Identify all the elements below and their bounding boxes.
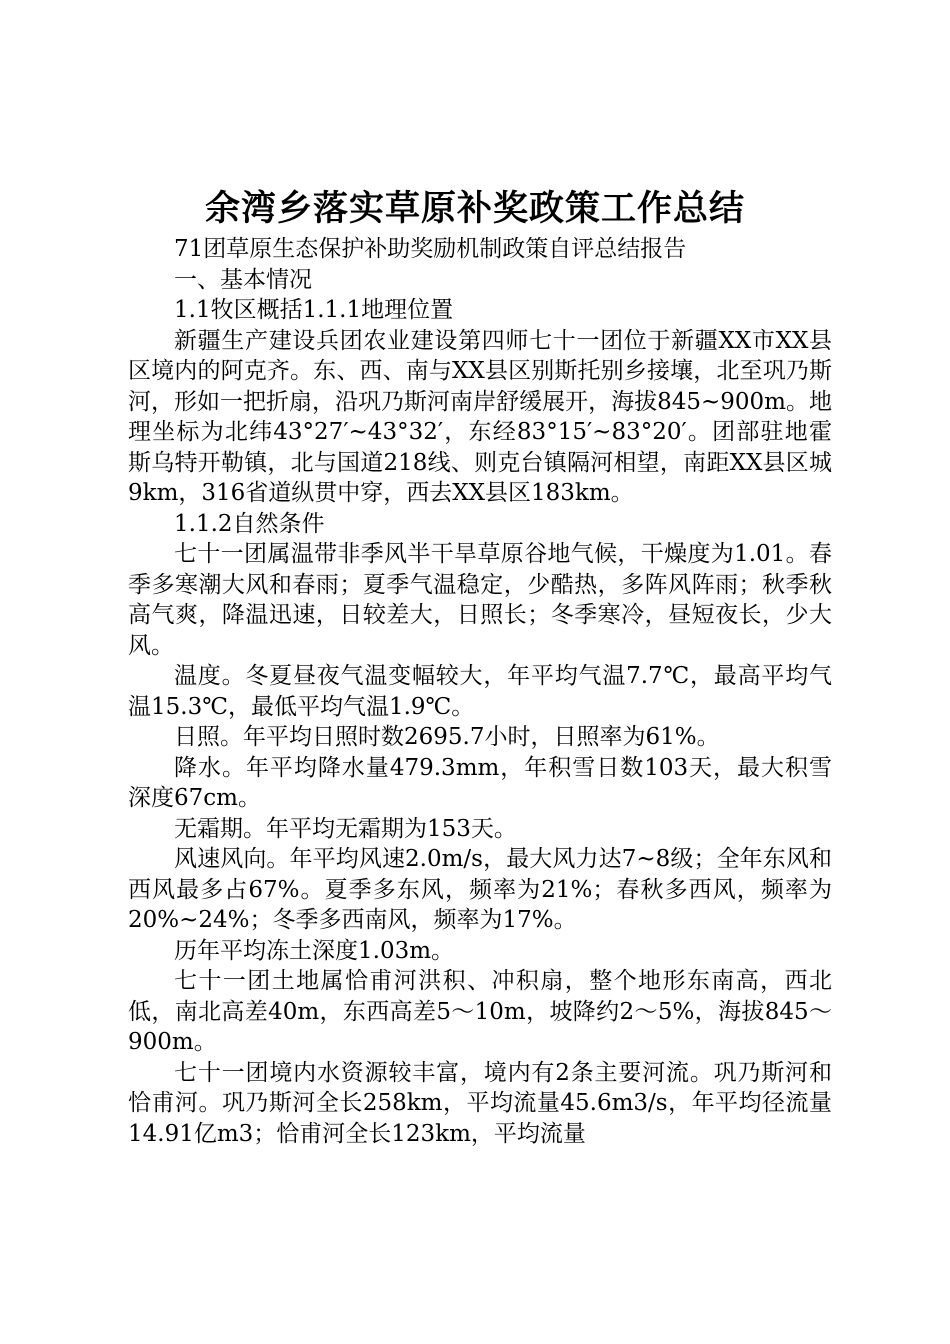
body-paragraph: 七十一团属温带非季风半干旱草原谷地气候，干燥度为1.01。春季多寒潮大风和春雨；夏季气温稳定，少酷热，多阵风阵雨；秋季秋高气爽，降温迅速，日较差大，日照长；冬季寒冷，昼短夜长，少大风。 (128, 541, 832, 659)
section-heading: 一、基本情况 (174, 266, 312, 293)
body-paragraph: 温度。冬夏昼夜气温变幅较大，年平均气温7.7℃，最高平均气温15.3℃，最低平均气温1.9℃。 (128, 663, 832, 720)
body-paragraph: 七十一团境内水资源较丰富，境内有2条主要河流。巩乃斯河和恰甫河。巩乃斯河全长258km，平均流量45.6m3/s，年平均径流量14.91亿m3；恰甫河全长123km，平均流量 (128, 1059, 832, 1147)
document-body (128, 234, 832, 1149)
body-paragraph: 降水。年平均降水量479.3mm，年积雪日数103天，最大积雪深度67cm。 (128, 754, 832, 811)
body-paragraph: 风速风向。年平均风速2.0m/s，最大风力达7~8级；全年东风和西风最多占67%。夏季多东风，频率为21%；春秋多西风，频率为20%~24%；冬季多西南风，频率为17%。 (128, 846, 832, 933)
body-paragraph: 无霜期。年平均无霜期为153天。 (174, 815, 517, 842)
report-subtitle: 71团草原生态保护补助奖励机制政策自评总结报告 (174, 236, 687, 262)
body-paragraph: 七十一团土地属恰甫河洪积、冲积扇，整个地形东南高，西北低，南北高差40m，东西高差5～10m，坡降约2～5%，海拔845～900m。 (128, 968, 832, 1055)
subsection-heading: 1.1牧区概括1.1.1地理位置 (174, 297, 454, 323)
body-paragraph: 历年平均冻土深度1.03m。 (174, 937, 455, 964)
subsection-heading: 1.1.2自然条件 (174, 510, 325, 537)
body-paragraph: 新疆生产建设兵团农业建设第四师七十一团位于新疆XX市XX县区境内的阿克齐。东、西、南与XX县区别斯托别乡接壤，北至巩乃斯河，形如一把折扇，沿巩乃斯河南岸舒缓展开，海拔845~900m。地理坐标为北纬43°27′~43°32′，东经83°15′~83°20′。团部驻地霍斯乌特开勒镇，北与国道218线、则克台镇隔河相望，南距XX县区城9km，316省道纵贯中穿，西去XX县区183km。 (128, 327, 832, 506)
document-title: 余湾乡落实草原补奖政策工作总结 (204, 189, 745, 229)
body-paragraph: 日照。年平均日照时数2695.7小时，日照率为61%。 (174, 724, 720, 750)
